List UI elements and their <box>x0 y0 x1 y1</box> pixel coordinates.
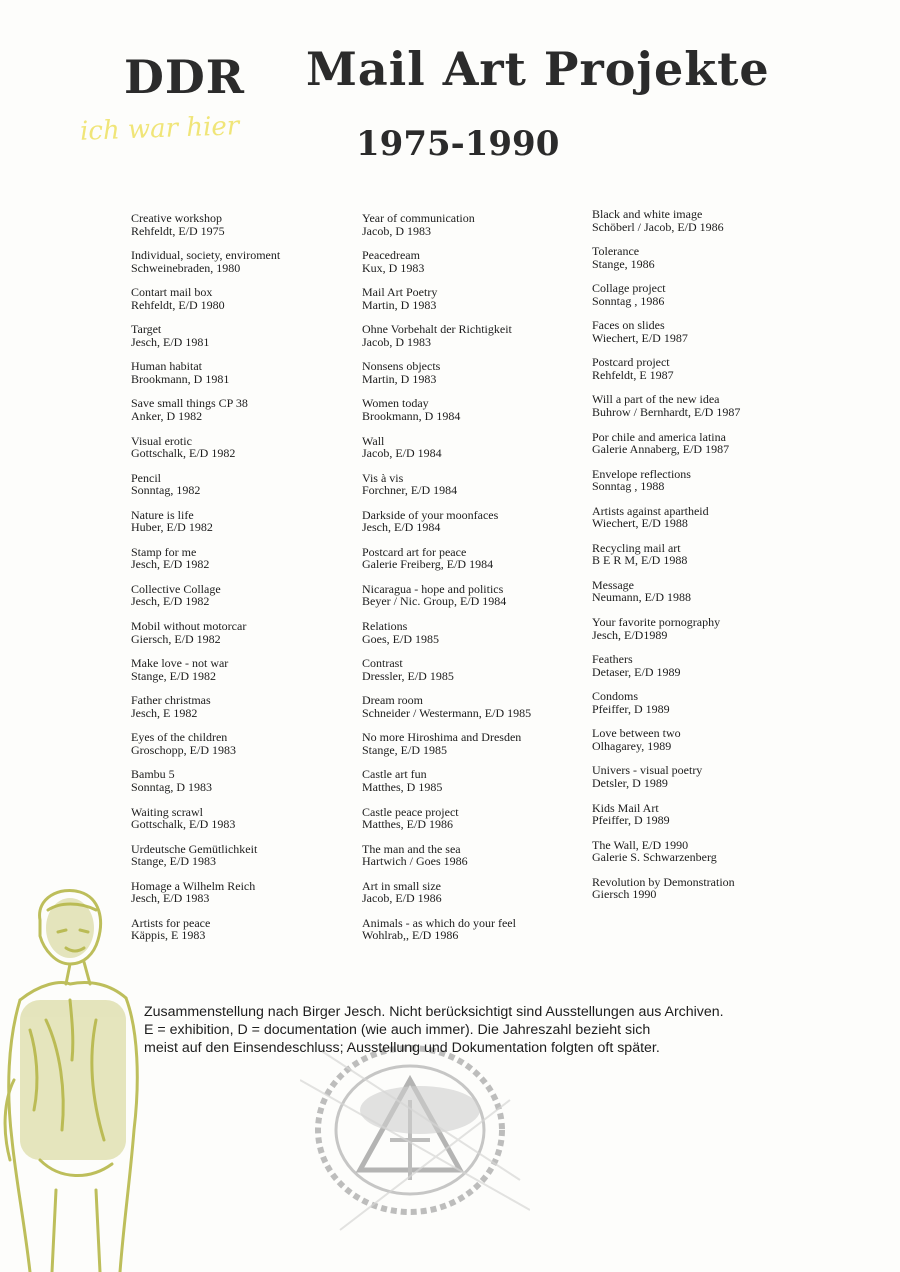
project-credit: Jesch, E/D 1982 <box>131 594 210 609</box>
project-title: Target <box>131 322 162 337</box>
project-credit: Neumann, E/D 1988 <box>592 590 691 605</box>
project-title: Vis à vis <box>362 470 404 485</box>
project-credit: Stange, 1986 <box>592 256 655 271</box>
list-item <box>131 657 351 694</box>
project-title: Bambu 5 <box>131 767 175 782</box>
project-credit: Jesch, E/D 1981 <box>131 334 210 349</box>
project-credit: Brookmann, D 1981 <box>131 371 230 386</box>
project-credit: Wiechert, E/D 1988 <box>592 516 688 531</box>
list-item <box>131 583 351 620</box>
project-title: Envelope reflections <box>592 466 691 481</box>
project-title: Contrast <box>362 656 403 671</box>
list-item <box>131 360 351 397</box>
project-credit: Schweinebraden, 1980 <box>131 260 241 275</box>
project-title: Por chile and america latina <box>592 429 726 444</box>
project-credit: Anker, D 1982 <box>131 408 203 423</box>
title-ddr: DDR <box>124 50 246 104</box>
project-credit: Wiechert, E/D 1987 <box>592 330 688 345</box>
list-item <box>362 806 588 843</box>
list-item <box>131 286 351 323</box>
footnote <box>144 1003 884 1057</box>
list-item <box>362 435 588 472</box>
project-title: Creative workshop <box>131 211 222 225</box>
project-credit: Giersch 1990 <box>592 887 657 902</box>
project-title: Homage a Wilhelm Reich <box>131 878 256 893</box>
project-credit: Sonntag , 1988 <box>592 479 665 494</box>
list-item <box>131 843 351 880</box>
project-title: Eyes of the children <box>131 730 228 745</box>
list-item <box>131 880 351 917</box>
project-title: Year of communication <box>362 211 475 225</box>
project-credit: Pfeiffer, D 1989 <box>592 701 670 716</box>
project-credit: Jesch, E 1982 <box>131 705 198 720</box>
project-credit: Detaser, E/D 1989 <box>592 664 681 679</box>
project-title: Individual, society, enviroment <box>131 248 281 263</box>
project-title: Love between two <box>592 726 681 741</box>
project-title: Collective Collage <box>131 581 221 596</box>
list-item <box>131 731 351 768</box>
list-item <box>131 212 351 249</box>
project-credit: Martin, D 1983 <box>362 371 437 386</box>
list-item <box>592 468 822 505</box>
project-credit: Kux, D 1983 <box>362 260 425 275</box>
project-title: Wall <box>362 433 385 448</box>
project-credit: Galerie Freiberg, E/D 1984 <box>362 557 494 572</box>
project-credit: Schneider / Westermann, E/D 1985 <box>362 705 532 720</box>
project-title: Postcard project <box>592 355 670 370</box>
list-item <box>592 505 822 542</box>
project-title: Dream room <box>362 693 423 708</box>
project-title: Your favorite pornography <box>592 615 721 630</box>
project-title: Kids Mail Art <box>592 800 659 815</box>
project-credit: Jacob, D 1983 <box>362 334 431 349</box>
project-title: Contart mail box <box>131 285 213 300</box>
project-title: Ohne Vorbehalt der Richtigkeit <box>362 322 512 337</box>
list-item <box>592 653 822 690</box>
list-item <box>592 356 822 393</box>
project-credit: Martin, D 1983 <box>362 297 437 312</box>
list-item <box>592 431 822 468</box>
handwritten-note: ich war hier <box>79 111 240 147</box>
project-credit: Detsler, D 1989 <box>592 775 668 790</box>
project-credit: Jesch, E/D 1983 <box>131 891 210 906</box>
list-item <box>592 764 822 801</box>
project-credit: Stange, E/D 1982 <box>131 668 216 683</box>
project-credit: B E R M, E/D 1988 <box>592 553 688 568</box>
project-title: Artists against apartheid <box>592 503 709 518</box>
project-credit: Huber, E/D 1982 <box>131 520 213 535</box>
list-item <box>592 690 822 727</box>
project-title: Father christmas <box>131 693 211 708</box>
list-item <box>362 880 588 917</box>
list-item <box>362 397 588 434</box>
project-title: Condoms <box>592 689 639 704</box>
project-title: Peacedream <box>362 248 420 263</box>
list-item <box>592 876 822 913</box>
project-credit: Olhagarey, 1989 <box>592 738 672 753</box>
project-credit: Brookmann, D 1984 <box>362 408 461 423</box>
list-item <box>131 323 351 360</box>
project-title: Will a part of the new idea <box>592 392 720 407</box>
project-credit: Rehfeldt, E 1987 <box>592 367 674 382</box>
project-title: Mobil without motorcar <box>131 619 247 634</box>
list-item <box>592 727 822 764</box>
list-item <box>362 731 588 768</box>
project-title: Art in small size <box>362 878 441 893</box>
list-item <box>362 546 588 583</box>
project-credit: Sonntag , 1986 <box>592 293 665 308</box>
project-credit: Wohlrab,, E/D 1986 <box>362 928 459 943</box>
list-item <box>592 616 822 653</box>
project-title: Collage project <box>592 281 666 296</box>
list-item <box>362 286 588 323</box>
list-item <box>362 657 588 694</box>
list-item <box>362 212 588 249</box>
project-credit: Dressler, E/D 1985 <box>362 668 454 683</box>
list-item <box>362 917 588 954</box>
project-title: Women today <box>362 396 429 411</box>
project-title: Faces on slides <box>592 318 665 333</box>
list-item <box>131 249 351 286</box>
project-credit: Käppis, E 1983 <box>131 928 206 943</box>
list-item <box>592 393 822 430</box>
project-title: Message <box>592 577 634 592</box>
list-item <box>362 768 588 805</box>
list-item <box>131 435 351 472</box>
list-item <box>592 208 822 245</box>
project-title: Nature is life <box>131 507 194 522</box>
project-credit: Buhrow / Bernhardt, E/D 1987 <box>592 404 741 419</box>
list-item <box>131 806 351 843</box>
project-credit: Gottschalk, E/D 1983 <box>131 817 236 831</box>
project-credit: Beyer / Nic. Group, E/D 1984 <box>362 594 507 609</box>
project-title: Make love - not war <box>131 656 229 671</box>
project-credit: Jesch, E/D1989 <box>592 627 668 642</box>
project-credit: Rehfeldt, E/D 1980 <box>131 297 225 312</box>
list-item <box>131 620 351 657</box>
project-credit: Goes, E/D 1985 <box>362 631 439 646</box>
project-column-1 <box>131 212 351 954</box>
project-credit: Stange, E/D 1985 <box>362 742 447 757</box>
project-credit: Jesch, E/D 1982 <box>131 557 210 572</box>
project-title: Stamp for me <box>131 544 197 559</box>
project-credit: Gottschalk, E/D 1982 <box>131 446 236 461</box>
list-item <box>362 323 588 360</box>
project-title: Univers - visual poetry <box>592 763 703 778</box>
list-item <box>362 843 588 880</box>
project-credit: Matthes, E/D 1986 <box>362 817 453 831</box>
project-credit: Galerie Annaberg, E/D 1987 <box>592 442 730 457</box>
project-credit: Galerie S. Schwarzenberg <box>592 850 717 865</box>
project-column-2 <box>362 212 588 954</box>
list-item <box>362 694 588 731</box>
project-credit: Jacob, E/D 1984 <box>362 446 442 461</box>
project-title: Animals - as which do your feel <box>362 915 516 930</box>
project-title: Pencil <box>131 470 161 485</box>
project-credit: Giersch, E/D 1982 <box>131 631 221 646</box>
project-credit: Schöberl / Jacob, E/D 1986 <box>592 219 724 234</box>
project-column-3 <box>592 208 822 913</box>
project-title: Relations <box>362 619 408 634</box>
project-credit: Jacob, D 1983 <box>362 223 431 238</box>
stamp-seal <box>300 1040 530 1240</box>
project-credit: Sonntag, D 1983 <box>131 779 212 794</box>
project-title: Nicaragua - hope and politics <box>362 581 504 596</box>
project-title: No more Hiroshima and Dresden <box>362 730 522 745</box>
list-item <box>592 319 822 356</box>
list-item <box>131 694 351 731</box>
year-range: 1975-1990 <box>356 124 560 164</box>
project-credit: Groschopp, E/D 1983 <box>131 742 236 757</box>
list-item <box>362 620 588 657</box>
project-credit: Hartwich / Goes 1986 <box>362 854 468 869</box>
project-title: Save small things CP 38 <box>131 396 248 411</box>
list-item <box>131 472 351 509</box>
project-title: Artists for peace <box>131 915 211 930</box>
project-credit: Pfeiffer, D 1989 <box>592 813 670 827</box>
list-item <box>362 509 588 546</box>
project-title: Castle art fun <box>362 767 427 782</box>
list-item <box>592 542 822 579</box>
project-credit: Stange, E/D 1983 <box>131 854 216 869</box>
project-credit: Jacob, E/D 1986 <box>362 891 442 906</box>
list-item <box>362 472 588 509</box>
list-item <box>592 579 822 616</box>
list-item <box>592 802 822 839</box>
page-title: Mail Art Projekte <box>306 42 770 96</box>
project-title: Feathers <box>592 652 633 667</box>
project-title: Visual erotic <box>131 433 192 448</box>
project-title: Waiting scrawl <box>131 804 204 819</box>
list-item <box>362 360 588 397</box>
project-credit: Jesch, E/D 1984 <box>362 520 441 535</box>
project-title: Recycling mail art <box>592 540 681 555</box>
project-title: Tolerance <box>592 244 640 259</box>
list-item <box>131 397 351 434</box>
project-title: Mail Art Poetry <box>362 285 438 300</box>
project-title: Nonsens objects <box>362 359 441 374</box>
footnote-line-3: meist auf den Einsendeschluss; Ausstellung und Dokumentation folgten oft später. <box>144 1040 660 1056</box>
project-credit: Sonntag, 1982 <box>131 483 201 498</box>
footnote-line-2: E = exhibition, D = documentation (wie auch immer). Die Jahreszahl bezieht sich <box>144 1022 651 1038</box>
project-title: Human habitat <box>131 359 202 374</box>
project-title: Postcard art for peace <box>362 544 467 559</box>
list-item <box>362 249 588 286</box>
list-item <box>131 917 351 954</box>
project-title: Darkside of your moonfaces <box>362 507 499 522</box>
list-item <box>131 768 351 805</box>
project-title: Castle peace project <box>362 804 459 819</box>
list-item <box>592 282 822 319</box>
list-item <box>131 546 351 583</box>
project-title: The man and the sea <box>362 841 461 856</box>
list-item <box>131 509 351 546</box>
project-title: Urdeutsche Gemütlichkeit <box>131 841 258 856</box>
footnote-line-1: Zusammenstellung nach Birger Jesch. Nicht berücksichtigt sind Ausstellungen aus Archiven. <box>144 1004 724 1020</box>
project-title: The Wall, E/D 1990 <box>592 837 689 852</box>
list-item <box>362 583 588 620</box>
figure-drawing <box>0 880 160 1272</box>
project-title: Revolution by Demonstration <box>592 874 735 889</box>
project-credit: Rehfeldt, E/D 1975 <box>131 223 225 238</box>
list-item <box>592 245 822 282</box>
list-item <box>592 839 822 876</box>
project-credit: Matthes, D 1985 <box>362 779 443 794</box>
project-credit: Forchner, E/D 1984 <box>362 483 458 498</box>
project-title: Black and white image <box>592 207 703 221</box>
